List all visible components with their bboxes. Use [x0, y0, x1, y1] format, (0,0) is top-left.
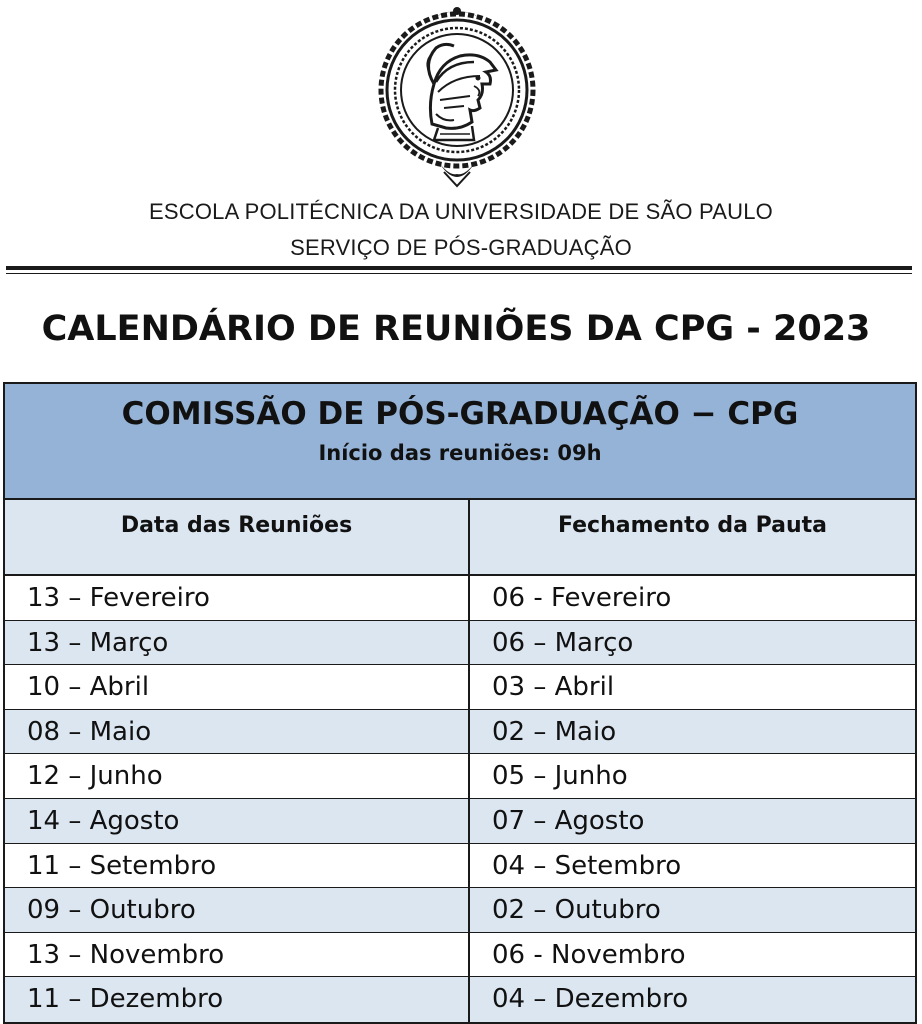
table-row — [5, 576, 915, 621]
agenda-deadline-cell: 04 – Dezembro — [492, 984, 689, 1015]
page-title: CALENDÁRIO DE REUNIÕES DA CPG - 2023 — [41, 309, 871, 349]
table-row — [5, 799, 915, 844]
department-name: SERVIÇO DE PÓS-GRADUAÇÃO — [290, 235, 632, 260]
agenda-deadline-cell: 06 - Novembro — [492, 939, 686, 970]
table-body — [5, 576, 915, 1022]
agenda-deadline-cell: 05 – Junho — [492, 761, 628, 792]
meeting-date-cell: 12 – Junho — [5, 754, 470, 798]
table-row — [5, 844, 915, 889]
meeting-date-cell: 13 – Fevereiro — [5, 576, 470, 620]
table-row — [5, 665, 915, 710]
meeting-date-cell: 14 – Agosto — [5, 799, 470, 843]
agenda-deadline-cell: 06 – Março — [492, 627, 634, 658]
meeting-date-cell: 11 – Setembro — [5, 844, 470, 888]
meeting-date-cell: 11 – Dezembro — [5, 977, 470, 1022]
agenda-deadline-cell: 02 – Outubro — [492, 895, 661, 926]
column-header-meeting-date: Data das Reuniões — [5, 500, 470, 574]
poli-usp-crest-icon — [374, 4, 540, 190]
header-divider-thin — [6, 273, 912, 274]
meeting-date-cell: 09 – Outubro — [5, 888, 470, 932]
table-header-row — [5, 500, 915, 576]
agenda-deadline-cell: 03 – Abril — [492, 672, 615, 703]
table-row — [5, 888, 915, 933]
agenda-deadline-cell: 06 - Fevereiro — [492, 583, 672, 613]
committee-name: COMISSÃO DE PÓS-GRADUAÇÃO − CPG — [121, 396, 799, 432]
meeting-date-cell: 10 – Abril — [5, 665, 470, 709]
agenda-deadline-cell: 04 – Setembro — [492, 850, 682, 881]
table-row — [5, 977, 915, 1022]
agenda-deadline-cell: 07 – Agosto — [492, 805, 645, 836]
meeting-start-time: Início das reuniões: 09h — [318, 441, 602, 465]
header-divider-thick — [6, 266, 912, 270]
meeting-calendar-table — [3, 382, 917, 1024]
agenda-deadline-cell: 02 – Maio — [492, 716, 617, 747]
meeting-date-cell: 13 – Março — [5, 621, 470, 665]
institution-name: ESCOLA POLITÉCNICA DA UNIVERSIDADE DE SÃO PAULO — [149, 199, 773, 224]
table-banner — [5, 384, 915, 500]
column-header-agenda-deadline: Fechamento da Pauta — [557, 513, 828, 538]
table-row — [5, 754, 915, 799]
meeting-date-cell: 13 – Novembro — [5, 933, 470, 977]
table-row — [5, 710, 915, 755]
table-row — [5, 621, 915, 666]
meeting-date-cell: 08 – Maio — [5, 710, 470, 754]
table-row — [5, 933, 915, 978]
